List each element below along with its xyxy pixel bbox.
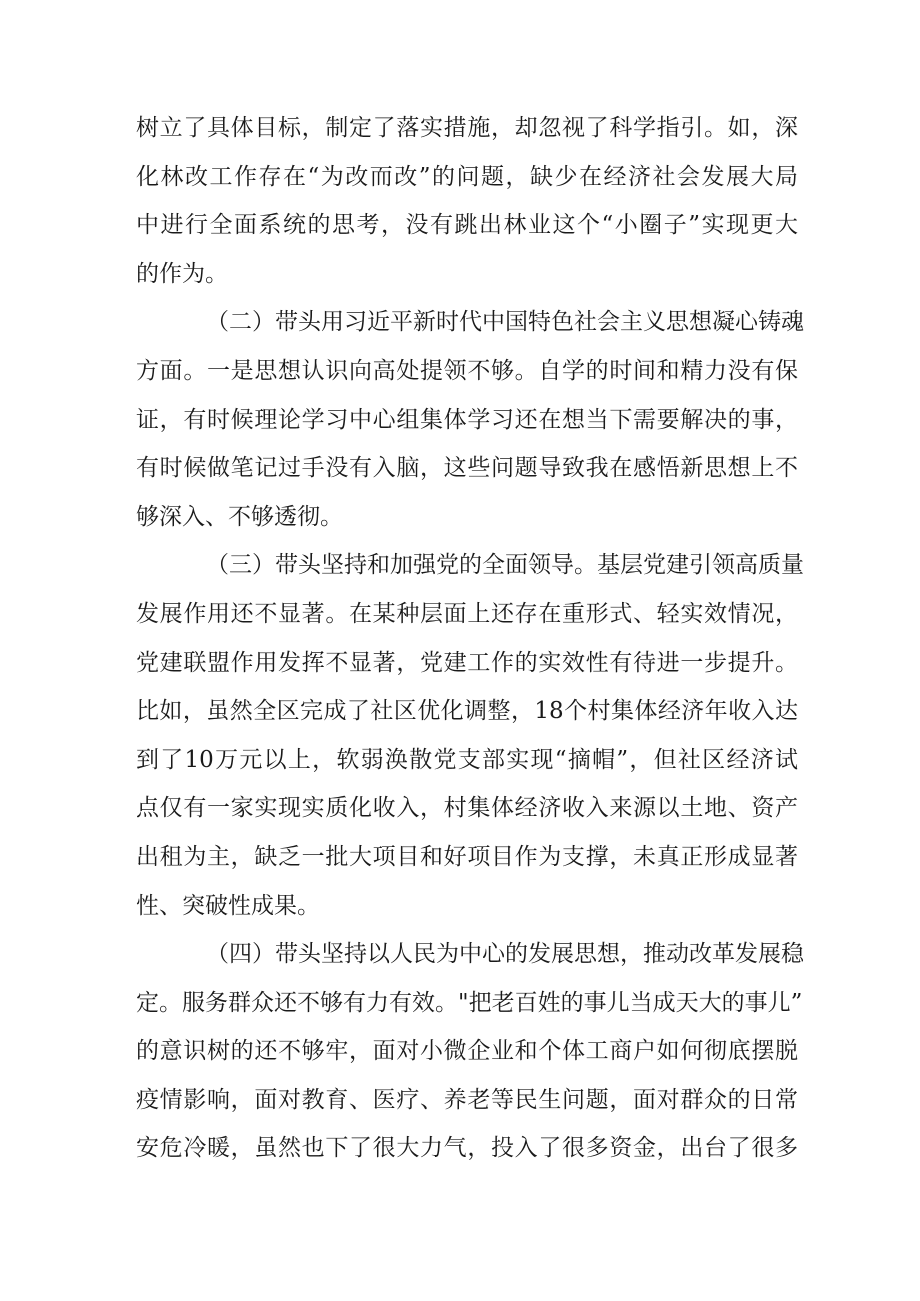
text-line: 疫情影响，面对教育、医疗、养老等民生问题，面对群众的日常 bbox=[136, 1086, 798, 1113]
text-line: 的作为。 bbox=[136, 260, 228, 287]
text-line: 发展作用还不显著。在某种层面上还存在重形式、轻实效情况， bbox=[136, 600, 798, 627]
text-line: 到了10万元以上，软弱涣散党支部实现“摘帽”，但社区经济试 bbox=[136, 746, 798, 773]
section-heading-line: （三）带头坚持和加强党的全面领导。基层党建引领高质量 bbox=[206, 552, 804, 579]
text-line: 树立了具体目标，制定了落实措施，却忽视了科学指引。如，深 bbox=[136, 115, 798, 141]
text-line: 方面。一是思想认识向高处提领不够。自学的时间和精力没有保 bbox=[136, 357, 798, 384]
section-heading-line: （四）带头坚持以人民为中心的发展思想，推动改革发展稳 bbox=[206, 941, 804, 968]
text-line: 定。服务群众还不够有力有效。"把老百姓的事儿当成天大的事儿” bbox=[136, 989, 803, 1016]
section-heading-line: （二）带头用习近平新时代中国特色社会主义思想凝心铸魂 bbox=[206, 309, 804, 336]
text-line: 够深入、不够透彻。 bbox=[136, 503, 343, 530]
text-line: 证，有时候理论学习中心组集体学习还在想当下需要解决的事， bbox=[136, 406, 798, 433]
text-line: 中进行全面系统的思考，没有跳出林业这个“小圈子”实现更大 bbox=[136, 212, 798, 239]
text-line: 比如，虽然全区完成了社区优化调整，18个村集体经济年收入达 bbox=[136, 698, 798, 725]
text-line: 性、突破性成果。 bbox=[136, 892, 320, 919]
text-line: 有时候做笔记过手没有入脑，这些问题导致我在感悟新思想上不 bbox=[136, 455, 798, 482]
text-line: 出租为主，缺乏一批大项目和好项目作为支撑，未真正形成显著 bbox=[136, 843, 798, 870]
text-line: 点仅有一家实现实质化收入，村集体经济收入来源以土地、资产 bbox=[136, 795, 798, 822]
text-line: 化林改工作存在“为改而改”的问题，缺少在经济社会发展大局 bbox=[136, 163, 798, 190]
text-line: 的意识树的还不够牢，面对小微企业和个体工商户如何彻底摆脱 bbox=[136, 1038, 798, 1065]
text-line: 安危冷暖，虽然也下了很大力气，投入了很多资金，出台了很多 bbox=[136, 1135, 798, 1162]
text-line: 党建联盟作用发挥不显著，党建工作的实效性有待进一步提升。 bbox=[136, 649, 798, 676]
document-body bbox=[136, 108, 804, 1177]
